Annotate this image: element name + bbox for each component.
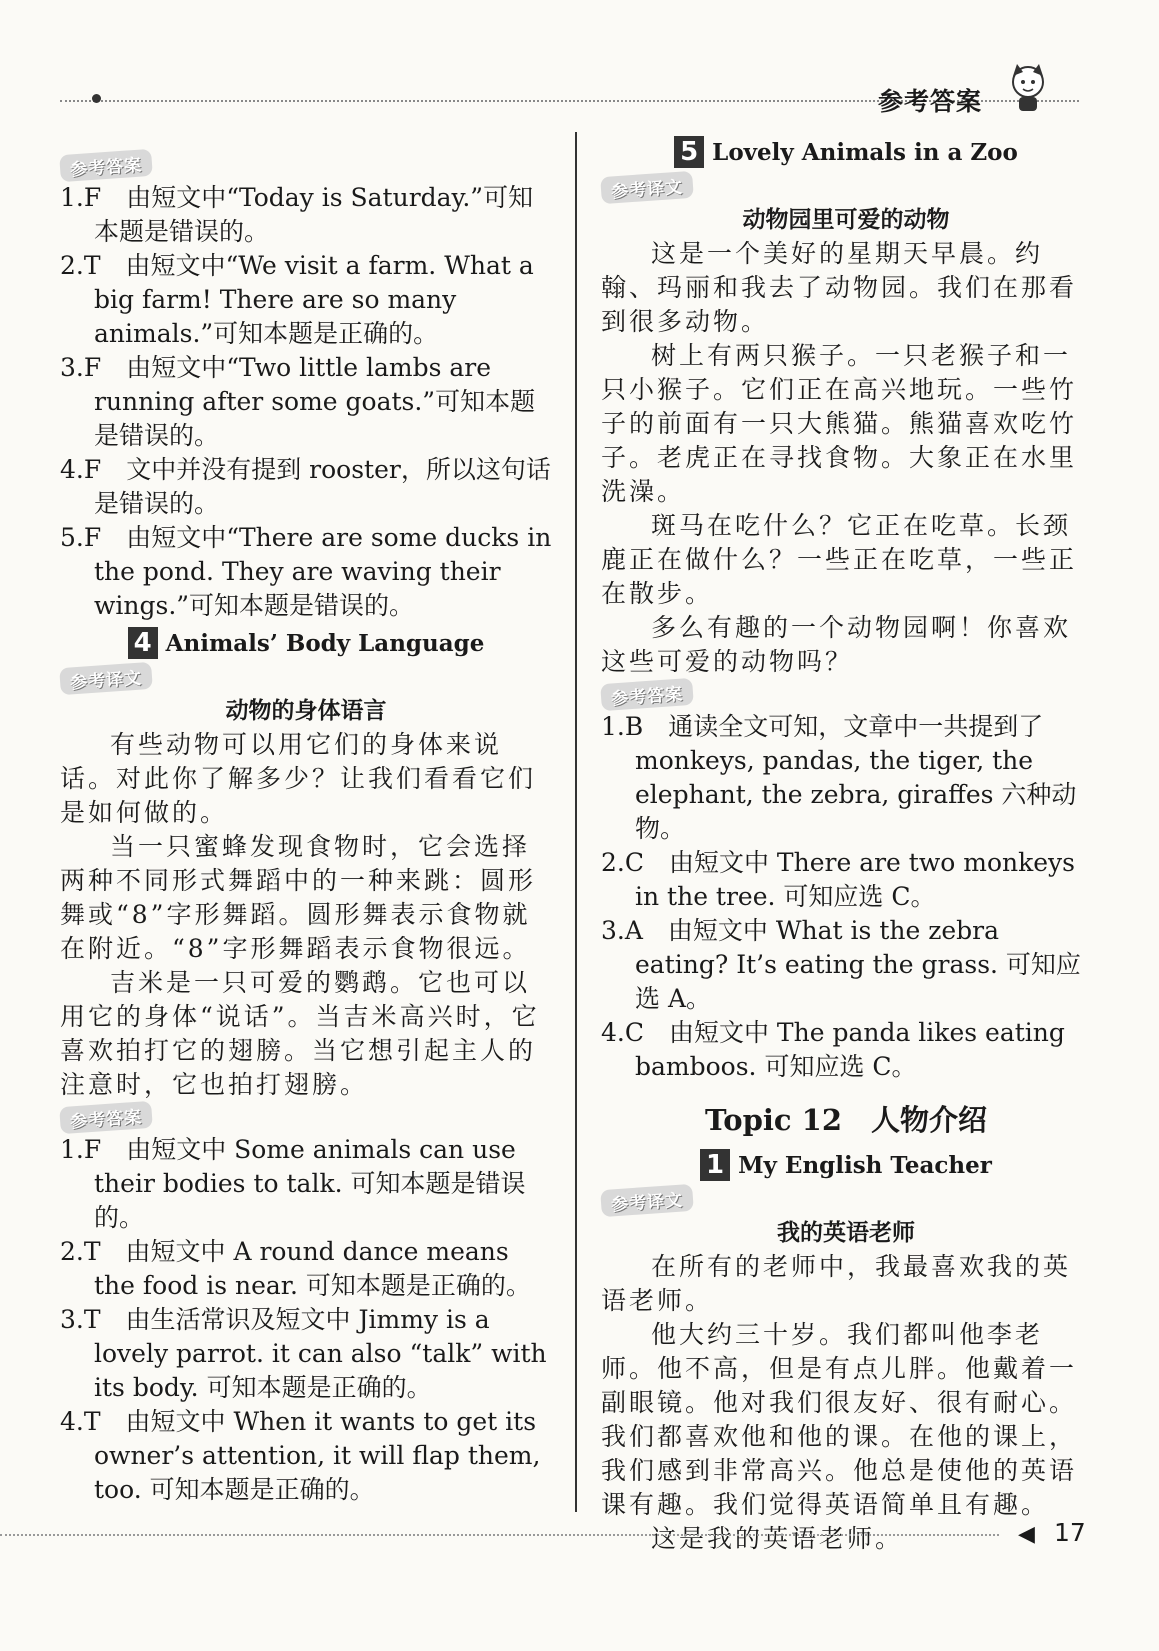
translation-title: 动物的身体语言 [225, 698, 387, 724]
translation-title: 我的英语老师 [777, 1220, 915, 1246]
translation-tag: 参考译文 [59, 662, 153, 695]
page-arrow-icon: ◀ [1018, 1522, 1035, 1547]
answer-item: 2.T 由短文中 A round dance means the food is near. 可知本题是正确的。 [60, 1237, 531, 1300]
answers-tag: 参考答案 [600, 678, 694, 711]
answer-item: 4.T 由短文中 When it wants to get its owner’s attention, it will flap them, too. 可知本题是正确的。 [60, 1407, 541, 1504]
answer-item: 3.T 由生活常识及短文中 Jimmy is a lovely parrot. it can also “talk” with its body. 可知本题是正确的。 [60, 1305, 547, 1402]
answer-item: 3.F 由短文中“Two little lambs are running after some goats.”可知本题是错误的。 [60, 353, 536, 450]
section-heading-5 [601, 136, 1091, 168]
section-heading-1 [601, 1149, 1091, 1181]
right-column [601, 132, 1091, 1556]
answers-tag: 参考答案 [59, 149, 153, 182]
answer-item: 1.B 通读全文可知，文章中一共提到了 monkeys, pandas, the tiger, the elephant, the zebra, giraffes 六种动物。 [601, 712, 1077, 843]
paragraph: 当一只蜜蜂发现食物时，它会选择两种不同形式舞蹈中的一种来跳：圆形舞或“8”字形舞蹈。圆形舞表示食物就在附近。“8”字形舞蹈表示食物很远。 [60, 832, 537, 963]
section-heading-4 [60, 627, 552, 659]
page-number: 17 [1054, 1518, 1086, 1547]
translation-tag: 参考译文 [600, 1184, 694, 1217]
answer-list-b [60, 1133, 552, 1507]
header-dot [92, 94, 101, 103]
paragraph: 斑马在吃什么？它正在吃草。长颈鹿正在做什么？一些正在吃草，一些正在散步。 [601, 511, 1078, 608]
answer-item: 2.T 由短文中“We visit a farm. What a big farm! There are so many animals.”可知本题是正确的。 [60, 251, 534, 348]
answer-item: 2.C 由短文中 There are two monkeys in the tree. 可知应选 C。 [601, 848, 1075, 911]
paragraph: 有些动物可以用它们的身体来说话。对此你了解多少？让我们看看它们是如何做的。 [60, 730, 537, 827]
paragraph: 这是我的英语老师。 [651, 1524, 904, 1553]
answer-item: 1.F 由短文中 Some animals can use their bodies to talk. 可知本题是错误的。 [60, 1135, 526, 1232]
answers-tag: 参考答案 [59, 1101, 153, 1134]
paragraph: 多么有趣的一个动物园啊！你喜欢这些可爱的动物吗？ [601, 613, 1072, 676]
translation-tag: 参考译文 [600, 171, 694, 204]
page-header-title: 参考答案 [878, 87, 983, 116]
cartoon-mascot-icon [1005, 62, 1051, 114]
footer-divider [0, 1534, 999, 1536]
answer-item: 1.F 由短文中“Today is Saturday.”可知本题是错误的。 [60, 183, 534, 246]
answer-list-c [601, 710, 1091, 1084]
paragraph: 他大约三十岁。我们都叫他李老师。他不高，但是有点儿胖。他戴着一副眼镜。他对我们很友好、很有耐心。我们都喜欢他和他的课。在他的课上，我们感到非常高兴。他总是使他的英语课有趣。我们觉得英语简单且有趣。 [601, 1320, 1078, 1519]
answer-list-a [60, 181, 552, 623]
section-title: Lovely Animals in a Zoo [712, 138, 1018, 166]
answer-item: 5.F 由短文中“There are some ducks in the pond. They are waving their wings.”可知本题是错误的。 [60, 523, 552, 620]
section-number: 1 [700, 1149, 730, 1181]
answer-item: 4.C 由短文中 The panda likes eating bamboos. 可知应选 C。 [601, 1018, 1065, 1081]
section-title: Animals’ Body Language [165, 629, 485, 657]
answer-item: 3.A 由短文中 What is the zebra eating? It’s eating the grass. 可知应选 A。 [601, 916, 1081, 1013]
section-number: 5 [674, 136, 704, 168]
paragraph: 吉米是一只可爱的鹦鹉。它也可以用它的身体“说话”。当吉米高兴时，它喜欢拍打它的翅膀。当它想引起主人的注意时，它也拍打翅膀。 [60, 968, 540, 1099]
topic-heading: Topic 12 人物介绍 [705, 1103, 987, 1137]
paragraph: 树上有两只猴子。一只老猴子和一只小猴子。它们正在高兴地玩。一些竹子的前面有一只大熊猫。熊猫喜欢吃竹子。老虎正在寻找食物。大象正在水里洗澡。 [601, 341, 1078, 506]
paragraph: 这是一个美好的星期天早晨。约翰、玛丽和我去了动物园。我们在那看到很多动物。 [601, 239, 1078, 336]
section-title: My English Teacher [738, 1151, 992, 1179]
left-column [60, 150, 552, 1507]
paragraph: 在所有的老师中，我最喜欢我的英语老师。 [601, 1252, 1072, 1315]
section-number: 4 [128, 627, 158, 659]
answer-item: 4.F 文中并没有提到 rooster，所以这句话是错误的。 [60, 455, 551, 518]
column-divider [575, 132, 577, 1512]
translation-title: 动物园里可爱的动物 [742, 207, 950, 233]
